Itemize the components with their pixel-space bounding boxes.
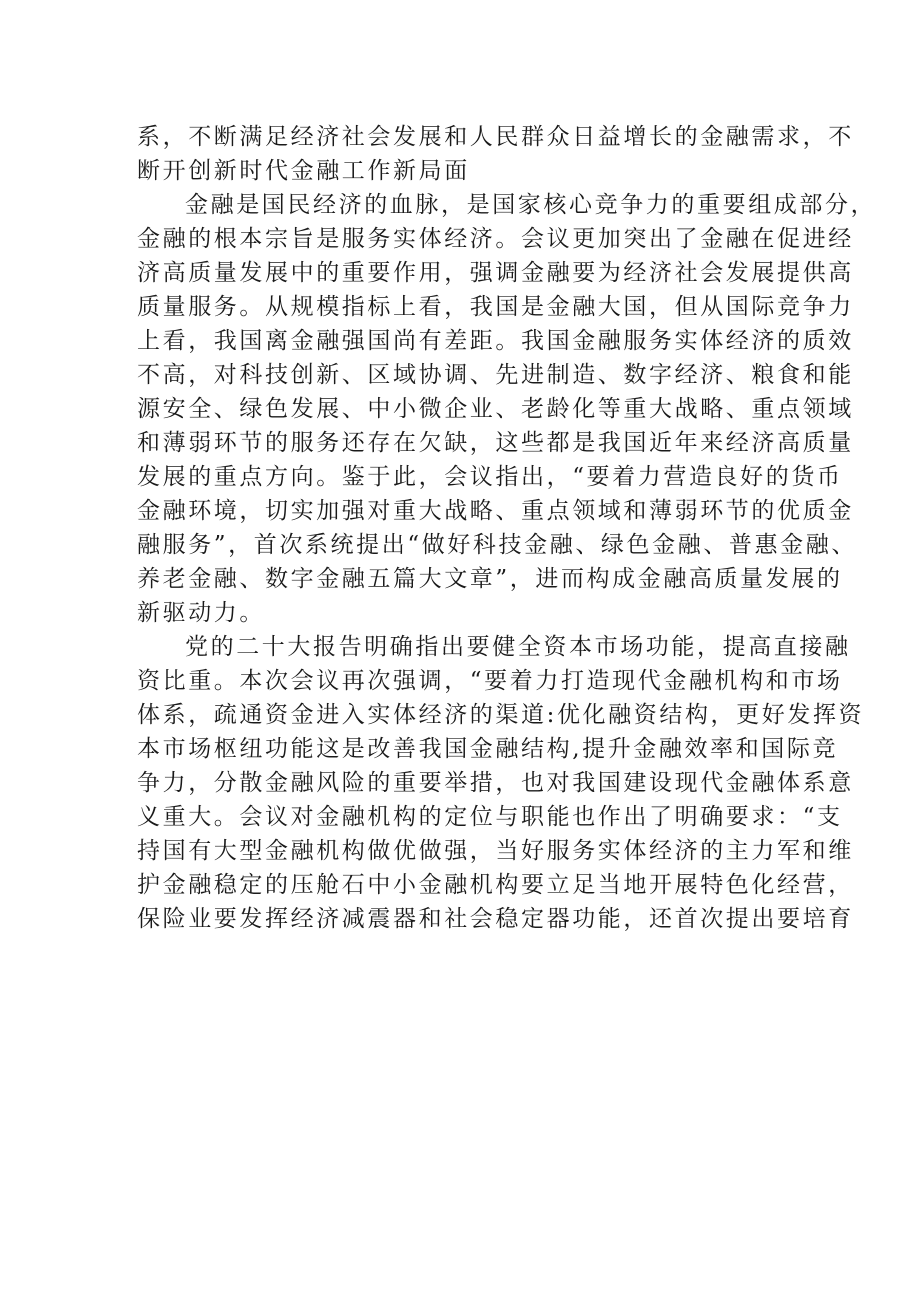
text-line: 系，不断满足经济社会发展和人民群众日益增长的金融需求，不 — [137, 124, 854, 150]
text-line: 发展的重点方向。鉴于此，会议指出，“要着力营造良好的货币 — [137, 464, 843, 490]
text-line: 源安全、绿色发展、中小微企业、老龄化等重大战略、重点领域 — [137, 396, 854, 422]
text-line: 质量服务。从规模指标上看，我国是金融大国，但从国际竞争力 — [137, 294, 854, 320]
text-line: 新驱动力。 — [137, 600, 265, 626]
text-line: 和薄弱环节的服务还存在欠缺，这些都是我国近年来经济高质量 — [137, 430, 854, 456]
text-line: 金融是国民经济的血脉，是国家核心竞争力的重要组成部分， — [185, 192, 877, 218]
text-line: 济高质量发展中的重要作用，强调金融要为经济社会发展提供高 — [137, 260, 854, 286]
document-body — [137, 120, 877, 936]
paragraph-3 — [137, 630, 865, 936]
text-line: 党的二十大报告明确指出要健全资本市场功能，提高直接融 — [185, 634, 851, 660]
text-line: 资比重。本次会议再次强调，“要着力打造现代金融机构和市场 — [137, 668, 843, 694]
text-line: 体系，疏通资金进入实体经济的渠道:优化融资结构，更好发挥资 — [137, 702, 865, 728]
text-line: 持国有大型金融机构做优做强，当好服务实体经济的主力军和维 — [137, 838, 854, 864]
text-line: 争力，分散金融风险的重要举措，也对我国建设现代金融体系意 — [137, 770, 854, 796]
text-line: 护金融稳定的压舱石中小金融机构要立足当地开展特色化经营， — [137, 872, 854, 898]
text-line: 保险业要发挥经济减震器和社会稳定器功能，还首次提出要培育 — [137, 906, 854, 932]
text-line: 义重大。会议对金融机构的定位与职能也作出了明确要求：“支 — [137, 804, 843, 830]
text-line: 上看，我国离金融强国尚有差距。我国金融服务实体经济的质效 — [137, 328, 854, 354]
text-line: 断开创新时代金融工作新局面 — [137, 158, 470, 184]
paragraph-1 — [137, 120, 854, 188]
text-line: 金融的根本宗旨是服务实体经济。会议更加突出了金融在促进经 — [137, 226, 854, 252]
paragraph-2 — [137, 188, 877, 630]
text-line: 养老金融、数字金融五篇大文章”，进而构成金融高质量发展的 — [137, 566, 843, 592]
text-line: 金融环境，切实加强对重大战略、重点领域和薄弱环节的优质金 — [137, 498, 854, 524]
text-line: 本市场枢纽功能这是改善我国金融结构,提升金融效率和国际竞 — [137, 736, 839, 762]
text-line: 融服务”，首次系统提出“做好科技金融、绿色金融、普惠金融、 — [137, 532, 857, 558]
text-line: 不高，对科技创新、区域协调、先进制造、数字经济、粮食和能 — [137, 362, 854, 388]
